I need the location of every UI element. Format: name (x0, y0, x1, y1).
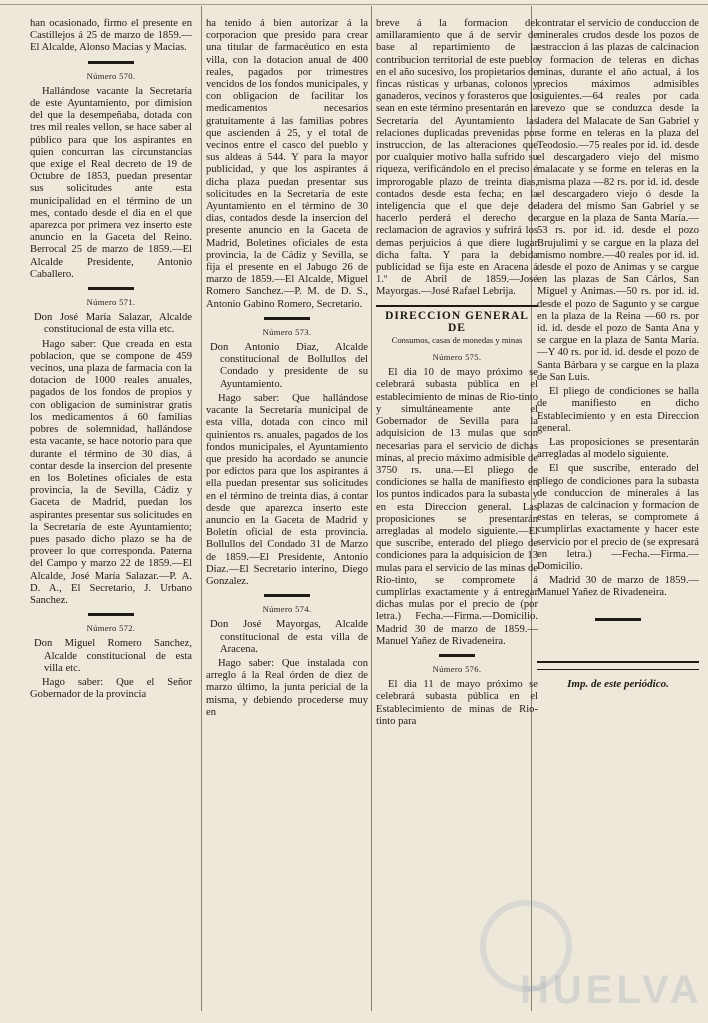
notice-text: El dia 10 de mayo próximo se celebrará subasta pública en el establecimiento de minas de Rio-tinto y simultáneamente ante el Gobernador de Sevilla para la adquisicion de 13 mulas que son necesarias para el servicio de dichas minas, al precio máximo admisible de 3750 rs. una.—El pliego de condiciones se halla de manifiesto en los puntos indicados para la subasta y en esta Direccion general. Las proposiciones se presentarán arregladas al modelo siguiente.—El que suscribe, enterado del pliego de condiciones para la adquisicion de 13 mulas para el servicio de las minas de Rio-tinto, se compromete á cumplirlas exactamente y á entregar dichas mulas por el precio de (por letra.) Fecha.—Firma.—Domicilio. Madrid 30 de marzo de 1859.—Manuel Yañez de Rivadeneira. (376, 367, 538, 647)
section-subheading: Consumos, casas de monedas y minas (391, 335, 523, 346)
column-3 (376, 18, 538, 730)
section-rule (264, 594, 310, 597)
notice-signature: Madrid 30 de marzo de 1859.—Manuel Yañez de Rivadeneira. (537, 575, 699, 599)
notice-text: Las proposiciones se presentarán arregladas al modelo siguiente. (537, 436, 699, 461)
column-4 (537, 18, 699, 690)
notice-text: Hago saber: Que hallándose vacante la Secretaría municipal de esta villa, dotada con cinco mil quinientos rs. anuales, pagados de los fondos municipales, el Ayuntamiento que presido ha acordado se anuncie por edictos para que los aspirantes á ella puedan presentar sus solicitudes en el término de treinta dias, á contar desde que aparezca inserto este anuncio en la Gaceta de Madrid y Boletín oficial de esta provincia. Bollullos del Condado 31 de Marzo de 1859.—El Presidente, Antonio Diaz.—El Secretario interino, Diego Gonzalez. (206, 392, 368, 587)
notice-text: Hago saber: Que el Señor Gobernador de la provincia (30, 676, 192, 701)
notice-text: breve á la formacion del amillaramiento que á de servir de base al repartimiento de la contribucion territorial de este pueblo en el año sucesivo, los propietarios de fincas rústicas y urbanas, colonos y ganaderos, vecinos y forasteros que lo sean en este término presentarán en la Secretaría del Ayuntamiento las relaciones duplicadas prevenidas por instruccion, de las alteraciones que por cualquier motivo halla sufrido su riqueza, verificándolo en el preciso é improrogable plazo de treinta dias, contados desde esta fecha; en la inteligencia que el que deje de hacerlo perderá el derecho de reclamacion de agravios y sufrirá los demas perjuicios á que diere lugar dicha falta. Y para la debida publicidad se fija este en Aracena á 1.º de Abril de 1859.—José Mayorgas.—José Rafael Lebrija. (376, 18, 538, 298)
notice-text: El dia 11 de mayo próximo se celebrará subasta pública en el Establecimiento de minas de Rio-tinto para (376, 679, 538, 727)
section-rule (88, 613, 134, 616)
printer-imprint: Imp. de este periódico. (567, 677, 669, 690)
closing-double-rule (537, 661, 699, 670)
notice-number: Número 573. (262, 326, 312, 337)
notice-text: Hallándose vacante la Secretaría de este Ayuntamiento, por dimision del que la desempeñaba, dotada con tres mil reales vellon, se hace saber al público para que los aspirantes en quien concurran las circunstancias que exige el Real decreto de 19 de Octubre de 1853, puedan presentar sus solicitudes ante esta municipalidad en el término de un mes, contado desde el dia en el que aparezca por primera vez inserto este anuncio en la Gaceta del Reino. Berrocal 25 de marzo de 1859.—El Alcalde Presidente, Antonio Caballero. (30, 85, 192, 280)
notice-text: han ocasionado, firmo el presente en Castillejos á 25 de marzo de 1859.—El Alcalde, Alonso Macias y Macias. (30, 18, 192, 54)
notice-number: Número 571. (86, 297, 136, 308)
notice-number: Número 576. (432, 663, 482, 674)
notice-heading: Don Antonio Diaz, Alcalde constitucional de Bollullos del Condado y presidente de su Ayuntamiento. (210, 342, 368, 390)
notice-number: Número 575. (432, 352, 482, 363)
notice-number: Número 570. (86, 70, 136, 81)
section-rule (439, 654, 475, 657)
notice-number: Número 572. (86, 623, 136, 634)
column-divider (371, 6, 372, 1011)
section-rule (595, 618, 641, 621)
column-2 (206, 18, 368, 721)
notice-text: Hago saber: Que instalada con arreglo á la Real órden de diez de marzo último, la junta pericial de la misma, y debiendo procederse muy en (206, 657, 368, 718)
notice-heading: Don Miguel Romero Sanchez, Alcalde constitucional de esta villa etc. (34, 638, 192, 674)
column-1 (30, 18, 192, 703)
section-rule (88, 287, 134, 290)
section-rule (264, 317, 310, 320)
notice-text: contratar el servicio de conduccion de minerales crudos desde los pozos de estraccion á las plazas de calcinacion y formacion de teleras en dichas minas, durante el año actual, á los precios máximos admisibles siguientes.—64 reales por cada revezo que se conduzca desde la ladera del Malacate de San Gabriel y se forme en teleras en la plaza del Teodosio.—75 reales por id. id. desde el descargadero viejo del mismo malacate y se forme en teleras en la misma plaza —82 rs. por id. id. desde el descargadero viejo ó desde la ladera del mismo San Gabriel y se cargue en la plaza de Santa María.—53 rs. por id. id. desde el pozo Brujulimi y se cargue en la plaza del mismo nombre.—40 reales por id. id. desde el pozo de Animas y se cargue en las plazas de San Cárlos, San Miguel y Animas.—50 rs. por id. id. desde el pozo de Sagunto y se cargue en la plaza de la Reina —60 rs. por id. id. desde el pozo de Santa Ana y se cargue en la plaza de Santa María.—Y 40 rs. por id. id. desde el pozo de Santa Bárbara y se cargue en la plaza de San Luis. (537, 18, 699, 383)
notice-text: Hago saber: Que creada en esta poblacion, que se compone de 459 vecinos, una plaza de farmacia con la dotacion de 1000 reales anuales, pagados de los fondos de propios y con obligacion de suministrar gratis los medicamentos á 60 familias pobres de solemnidad, hallándose esta vacante, se hace notorio para que durante el término de 30 dias, á contar desde la insercion del presente en los Boletines oficiales de esta provincia, la de Sevilla, Cádiz y Gaceta de Madrid, puedan los aspirantes presentar sus solicitudes en la Secretaría de este Ayuntamiento; pues pasado dicho plazo se ha de proveer lo que corresponda. Paterna del Campo y marzo 22 de 1859.—El Alcalde, José María Salazar.—P. A. D. A., El Secretario, J. Urbano Sanchez. (30, 338, 192, 606)
notice-text: El que suscribe, enterado del pliego de condiciones para la subasta de conduccion de minerales á las plazas de calcinacion y formacion de estas en teleras, se compromete á cumplirlas exactamente y hacer este servicio por el precio de (se expresará en letra.) —Fecha.—Firma.—Domicilio. (537, 463, 699, 572)
notice-text: El pliego de condiciones se halla de manifiesto en dicho Establecimiento y en esta Direccion general. (537, 386, 699, 434)
notice-heading: Don José María Salazar, Alcalde constitucional de esta villa etc. (34, 312, 192, 336)
column-divider (201, 6, 202, 1011)
section-heading: DIRECCION GENERAL DE (376, 305, 538, 334)
section-rule (88, 61, 134, 64)
notice-number: Número 574. (262, 604, 312, 615)
notice-heading: Don José Mayorgas, Alcalde constitucional de esta villa de Aracena. (210, 619, 368, 655)
top-rule (0, 4, 708, 5)
archive-watermark: HUELVA (520, 968, 703, 1012)
notice-text: ha tenido á bien autorizar á la corporacion que presido para crear una titular de farmacéutico en esta villa, con la dotacion anual de 400 reales, pagados por trimestres vencidos de los fondos municipales, y con obligacion de facilitar los medicamentos necesarios gratuitamente á las familias pobres que ascienden á 25, y el total de vecinos entre el casco del pueblo y sus aldeas á 544. Y para la mayor publicidad, y que los aspirantes á dicha plaza puedan presentar sus solicitudes en la Secretaría de este Ayuntamiento en el término de 30 dias, contados desde la insercion del presente anuncio en la Gaceta de Madrid, Boletines oficiales de esta provincia, la de Cádiz y Sevilla, se fija el presente en el Jabugo 26 de marzo de 1859.—El Alcalde, Miguel Romero Sanchez.—P. M. de D. S., Antonio Gabino Romero, Secretario. (206, 18, 368, 310)
